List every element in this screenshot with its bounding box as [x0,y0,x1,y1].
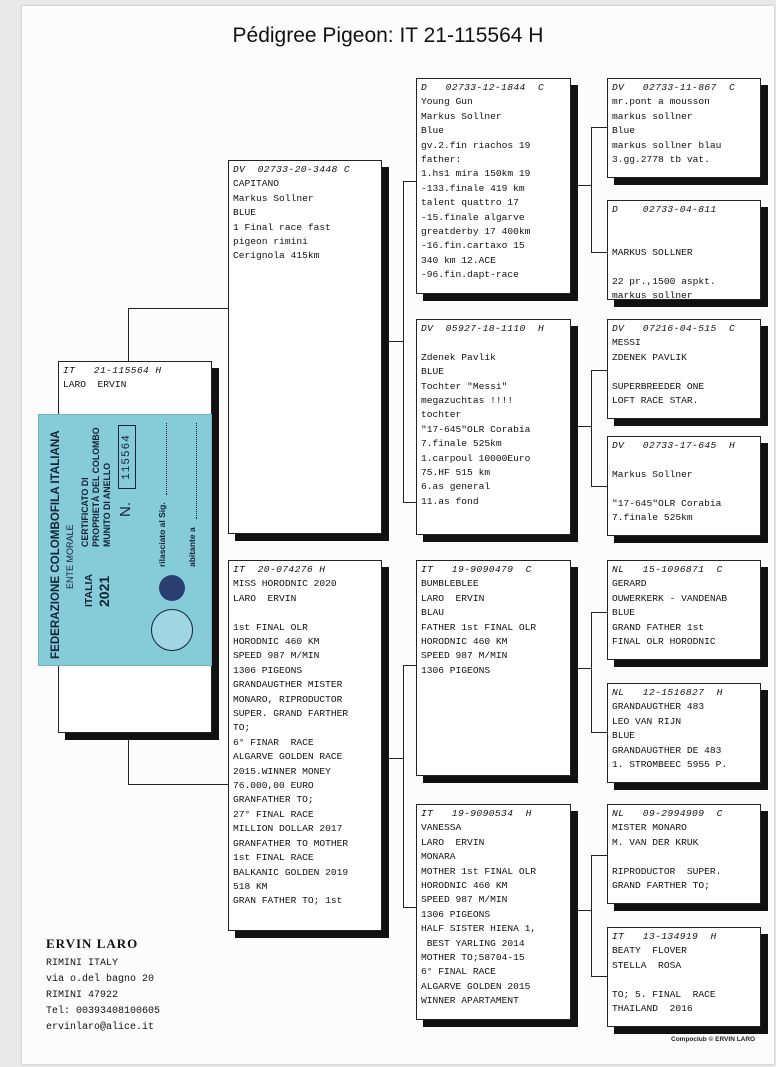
pedigree-line: 11.as fond [421,495,479,507]
pedigree-line: SPEED 987 M/MIN [421,650,508,662]
owner-line: Tel: 00393408100605 [46,1006,161,1017]
pedigree-line: THAILAND 2016 [612,1003,693,1015]
pedigree-line: ALGARVE GOLDEN RACE [233,751,343,763]
pedigree-line: FINAL OLR HORODNIC [612,636,716,648]
ring-number: NL 09-2994909 C [612,808,723,819]
pedigree-line: GRANFATHER TO; [233,794,314,806]
ring-number-label: N. [117,502,134,517]
pedigree-line: 75.HF 515 km [421,467,491,479]
pedigree-line: Markus Sollner [233,192,314,204]
pedigree-line: VANESSA [421,822,462,834]
pedigree-line: -16.fin.cartaxo 15 [421,240,525,252]
page-title: Pédigree Pigeon: IT 21-115564 H [232,24,544,47]
owner-line: RIMINI ITALY [46,958,119,969]
connector [403,907,416,908]
great-grandparent-box-4 [607,436,761,536]
pedigree-line: "17-645"OLR Corabia [612,497,722,509]
great-grandparent-box-5 [607,560,761,660]
certificate-line-2: PROPRIETÀ DEL COLOMBO [91,427,101,547]
pedigree-line: 76.000,00 EURO [233,780,314,792]
ring-number: D 02733-12-1844 C [421,82,545,93]
pedigree-line [612,261,756,275]
pedigree-line: TO; 5. FINAL RACE [612,988,716,1000]
owner-line: RIMINI 47922 [46,990,119,1001]
pedigree-line [612,232,756,246]
ring-number: DV 02733-20-3448 C [233,164,350,175]
pedigree-line: MOTHER TO;58704-15 [421,952,525,964]
pedigree-line: ALGARVE GOLDEN 2015 [421,980,531,992]
connector [591,127,592,253]
ring-number: NL 12-1516827 H [612,687,723,698]
pedigree-line: Markus Sollner [421,110,502,122]
pedigree-line: pigeon rimini [233,236,308,248]
pedigree-line: MISTER MONARO [612,822,687,834]
card-year: 2021 [96,575,112,607]
pedigree-line: MILLION DOLLAR 2017 [233,823,343,835]
granddam-paternal-box [416,319,571,535]
connector [128,784,228,785]
pedigree-line: mr.pont a mousson [612,96,710,108]
pedigree-line: BLAU [421,607,445,619]
connector [591,612,607,613]
connector [128,308,129,363]
pedigree-line: GERARD [612,578,647,590]
connector [591,486,607,487]
pedigree-line: 27° FINAL RACE [233,808,314,820]
connector [591,612,592,733]
connector [382,758,404,759]
pedigree-line: RIPRODUCTOR SUPER. [612,865,722,877]
pedigree-line: BUMBLEBLEE [421,578,479,590]
ring-number: DV 05927-18-1110 H [421,323,545,334]
pedigree-line: 518 KM [233,880,268,892]
pedigree-line: HORODNIC 460 KM [421,636,508,648]
owner-name: ERVIN LARO [46,936,139,951]
pedigree-line: BLUE [421,366,445,378]
pedigree-line: BALKANIC GOLDEN 2019 [233,866,349,878]
card-content [39,415,212,666]
pedigree-line: TO; [233,722,251,734]
ring-number: NL 15-1096871 C [612,564,723,575]
pedigree-line: GRANDAUGTHER DE 483 [612,744,722,756]
pedigree-line [421,336,566,350]
connector [571,910,592,911]
great-grandparent-box-7 [607,804,761,904]
pedigree-line: MESSI [612,337,641,349]
pedigree-line: GRAN FATHER TO; 1st [233,895,343,907]
pedigree-line: 1.hs1 mira 150km 19 [421,168,531,180]
ring-number: DV 07216-04-515 C [612,323,736,334]
connector [403,181,416,182]
pedigree-line: ZDENEK PAVLIK [612,351,687,363]
ring-number: IT 19-9090534 H [421,808,532,819]
grandsire-paternal-box [416,78,571,294]
pedigree-line: M. VAN DER KRUK [612,836,699,848]
pedigree-line [612,973,756,987]
footer-credit: Compoclub © ERVIN LARO [671,1036,756,1043]
pedigree-line [612,482,756,496]
grandsire-maternal-box [416,560,571,776]
pedigree-line: MONARO, RIPRODUCTOR [233,693,343,705]
connector [591,370,592,487]
pedigree-line: OUWERKERK - VANDENAB [612,592,728,604]
pedigree-line: 22 pr.,1500 aspkt. [612,275,716,287]
connector [591,370,607,371]
pedigree-line: 1st FINAL OLR [233,621,308,633]
pedigree-line: GRANDAUGTHER MISTER [233,679,343,691]
pedigree-line: "17-645"OLR Corabia [421,423,531,435]
pedigree-line: MONARA [421,851,456,863]
pedigree-line: 7.finale 525km [612,512,693,523]
connector [128,308,228,309]
pedigree-line [233,606,377,620]
connector [403,502,416,503]
pedigree-line: Tochter "Messi" [421,380,508,392]
pedigree-line: 6° FINAR RACE [233,736,314,748]
ring-number: DV 02733-17-645 H [612,440,736,451]
pedigree-line: STELLA ROSA [612,959,682,971]
pedigree-line: MOTHER 1st FINAL OLR [421,865,537,877]
pedigree-line [612,850,756,864]
connector [571,185,592,186]
owner-line: via o.del bagno 20 [46,974,155,985]
pedigree-line: BEST YARLING 2014 [421,937,525,949]
abitante-label: abitante a [187,527,197,567]
pedigree-line: 1st FINAL RACE [233,852,314,864]
pedigree-line: talent quattro 17 [421,197,519,209]
pedigree-line: LARO ERVIN [421,592,485,604]
connector [591,976,607,977]
ring-number: DV 02733-11-867 C [612,82,736,93]
pedigree-line: 7.finale 525km [421,438,502,450]
ring-number: D 02733-04-811 [612,204,717,215]
pedigree-line: 1306 PIGEONS [421,664,491,676]
pedigree-line: -15.finale algarve [421,211,525,223]
pedigree-line: MISS HORODNIC 2020 [233,578,337,590]
pedigree-line: BLUE [612,607,636,619]
rilasciato-label: rilasciato al Sig. [157,502,167,567]
second-logo [159,575,185,601]
pedigree-line: GRAND FARTHER TO; [612,880,710,892]
connector [571,668,592,669]
pedigree-line: 2015.WINNER MONEY [233,765,331,777]
federation-name: FEDERAZIONE COLOMBOFILA ITALIANA [49,430,62,659]
great-grandparent-box-1 [607,78,761,178]
owner-email: ervinlaro@alice.it [46,1022,155,1033]
rilasciato-line [166,423,167,495]
pedigree-line: LARO ERVIN [421,836,485,848]
connector [403,665,416,666]
pedigree-line: 340 km 12.ACE [421,254,496,266]
pedigree-line: CAPITANO [233,178,280,190]
pedigree-line: 1.carpoul 10000Euro [421,452,531,464]
pedigree-line: LARO ERVIN [63,379,127,391]
ring-number: IT 21-115564 H [63,365,162,376]
connector [591,855,607,856]
pedigree-line: 6.as general [421,481,491,493]
pedigree-line: LEO VAN RIJN [612,715,682,727]
pedigree-line: HORODNIC 460 KM [421,880,508,892]
great-grandparent-box-2 [607,200,761,300]
pedigree-line: markus sollner [612,110,693,122]
pedigree-line: GRANDAUGTHER 483 [612,701,705,713]
pedigree-line: -96.fin.dapt-race [421,269,519,281]
pedigree-line: HALF SISTER HIENA 1, [421,923,537,935]
pedigree-line: LARO ERVIN [233,592,297,604]
pedigree-line: MARKUS SOLLNER [612,247,693,259]
certificate-line-1: CERTIFICATO DI [80,477,90,547]
card-country: ITALIA [83,573,95,607]
great-grandparent-box-3 [607,319,761,419]
pedigree-line: SUPER. GRAND FARTHER [233,708,349,720]
pedigree-line: BLUE [233,207,257,219]
pedigree-line: markus sollner blau [612,139,722,151]
pedigree-line: SUPERBREEDER ONE [612,380,705,392]
pedigree-line: SPEED 987 M/MIN [421,894,508,906]
pedigree-line: GRANFATHER TO MOTHER [233,837,349,849]
connector [591,732,607,733]
federation-logo [151,609,193,651]
pedigree-line: Markus Sollner [612,468,693,480]
great-grandparent-box-8 [607,927,761,1027]
pedigree-line: Blue [612,125,636,137]
pedigree-line: FATHER 1st FINAL OLR [421,621,537,633]
owner-info [46,936,160,1036]
pedigree-line: HORODNIC 460 KM [233,636,320,648]
pedigree-line: 3.gg.2778 tb vat. [612,154,710,166]
pedigree-line: Zdenek Pavlik [421,351,496,363]
connector [591,252,607,253]
ring-certificate-card [38,414,212,666]
pedigree-line: BEATY FLOVER [612,945,687,957]
pedigree-line: father: [421,154,462,166]
sire-box [228,160,382,534]
connector [571,426,592,427]
pedigree-line: LOFT RACE STAR. [612,395,699,407]
pedigree-line: GRAND FATHER 1st [612,621,705,633]
ring-number: IT 19-9090479 C [421,564,532,575]
pedigree-line: greatderby 17 400km [421,226,531,238]
connector [128,735,129,785]
pedigree-line: megazuchtas !!!! [421,395,514,407]
pedigree-line: markus sollner [612,290,693,302]
certificate-line-3: MUNITO DI ANELLO [102,462,112,547]
pedigree-line: Young Gun [421,96,473,108]
pedigree-line: gv.2.fin riachos 19 [421,139,531,151]
pedigree-line: 6° FINAL RACE [421,966,496,978]
connector [403,181,404,503]
pedigree-line [612,217,756,231]
pedigree-line: 1306 PIGEONS [421,908,491,920]
connector [591,127,607,128]
pedigree-line: 1. STROMBEEC 5955 P. [612,759,728,771]
pedigree-line [612,453,756,467]
abitante-line [196,423,197,519]
ring-number-field: 115564 [118,425,136,489]
connector [403,665,404,908]
pedigree-line: Cerignola 415km [233,250,320,262]
pedigree-line: Blue [421,125,445,137]
pedigree-line: -133.finale 419 km [421,182,525,194]
dam-box [228,560,382,931]
pedigree-line: SPEED 987 M/MIN [233,650,320,662]
ring-number: IT 13-134919 H [612,931,717,942]
pedigree-line: BLUE [612,730,636,742]
pedigree-line: tochter [421,409,462,421]
pedigree-line: WINNER APARTAMENT [421,995,519,1007]
great-grandparent-box-6 [607,683,761,783]
connector [591,855,592,977]
granddam-maternal-box [416,804,571,1020]
pedigree-line: 1 Final race fast [233,221,331,233]
pedigree-line [612,365,756,379]
connector [382,341,404,342]
pedigree-line: 1306 PIGEONS [233,664,303,676]
ring-number: IT 20-074276 H [233,564,326,575]
ente-morale: ENTE MORALE [65,524,75,589]
